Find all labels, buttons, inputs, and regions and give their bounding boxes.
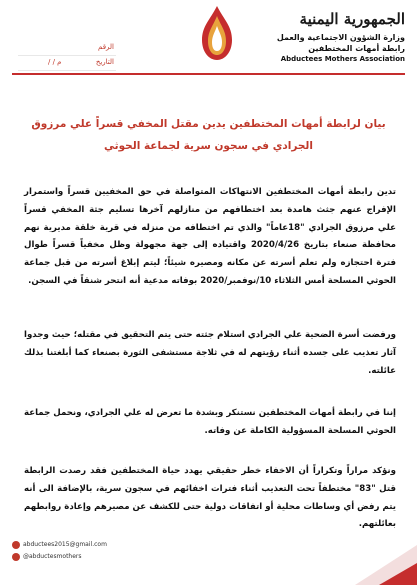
date-label: التاريخ <box>95 58 114 66</box>
association-logo <box>196 4 238 62</box>
ministry-name: وزارة الشؤون الاجتماعية والعمل <box>276 33 405 42</box>
association-name-ar: رابطة أمهات المختطفين <box>308 44 405 53</box>
footer-email: abductees2015@gmail.com <box>23 541 107 548</box>
footer-corner-decoration <box>355 545 417 585</box>
email-icon <box>12 541 20 549</box>
paragraph-2: ورفضت أسرة الضحية علي الجرادي استلام جثته حتى يتم التحقيق في مقتله؛ حيث وجدوا آثار تعذيب على جسده أثناء رؤيتهم له في ثلاجة مستشفى الثورة بصنعاء كما أبلغتنا بذلك عائلته. <box>24 330 396 376</box>
paragraph-1: تدين رابطة أمهات المختطفين الانتهاكات المتواصلة في حق المخفيين قسراً واستمرار الإفراج عنهم جثث هامدة بعد اختطافهم من منازلهم آخرها تسليم جثة المخفي قسراً علي مرزوق الجرادي "18عاماً" والذي تم اختطافه من منزله في قرية خلقة مديرية نهم محافظة صنعاء بتاريخ 2020/4/26 واقتياده إلى جهة مجهولة وظل مخفياً قسراً طوال فترة احتجازه ولم تعلم أسرته عن مكانه ومصيره شيئاً؛ ليتم إبلاغ أسرته من قبل جماعة الحوثي المسلحة أمس الثلاثاء 10/نوفمبر/2020 بوفاته مدعية أنه انتحر شنقاً في السجن. <box>24 187 397 286</box>
paragraph-4: ونؤكد مراراً وتكراراً أن الاخفاء خطر حقيقي يهدد حياة المختطفين فقد رصدت الرابطة قتل "83" مختطفاً تحت التعذيب أثناء فترات اخفائهم في سجون سرية، بالإضافة الى أنه يتم رفض أي وساطات محلية أو اتفاقات دولية حتى للكشف عن مصيرهم وإعادة روابطهم بعائلتهم. <box>24 466 396 530</box>
paragraph-3: إننا في رابطة أمهات المختطفين نستنكر وبشدة ما تعرض له علي الجرادي، ونحمل جماعة الحوثي المسلحة المسؤولية الكاملة عن وفاته. <box>24 408 396 436</box>
republic-title: الجمهورية اليمنية <box>299 10 405 28</box>
footer-handle: @abductesmothers <box>23 553 82 560</box>
footer-contacts <box>12 539 107 573</box>
header-divider <box>12 73 405 75</box>
reference-label: الرقم <box>98 43 114 51</box>
statement-title: بيان لرابطة أمهات المختطفين يدين مقتل المخفي قسراً علي مرزوق الجرادي في سجون سرية لجماعة الحوثي <box>31 118 386 152</box>
date-value: / / م <box>48 58 62 66</box>
association-name-en: Abductees Mothers Association <box>280 55 405 63</box>
social-icon <box>12 553 20 561</box>
date-field <box>18 58 116 71</box>
reference-number-field <box>18 43 116 56</box>
